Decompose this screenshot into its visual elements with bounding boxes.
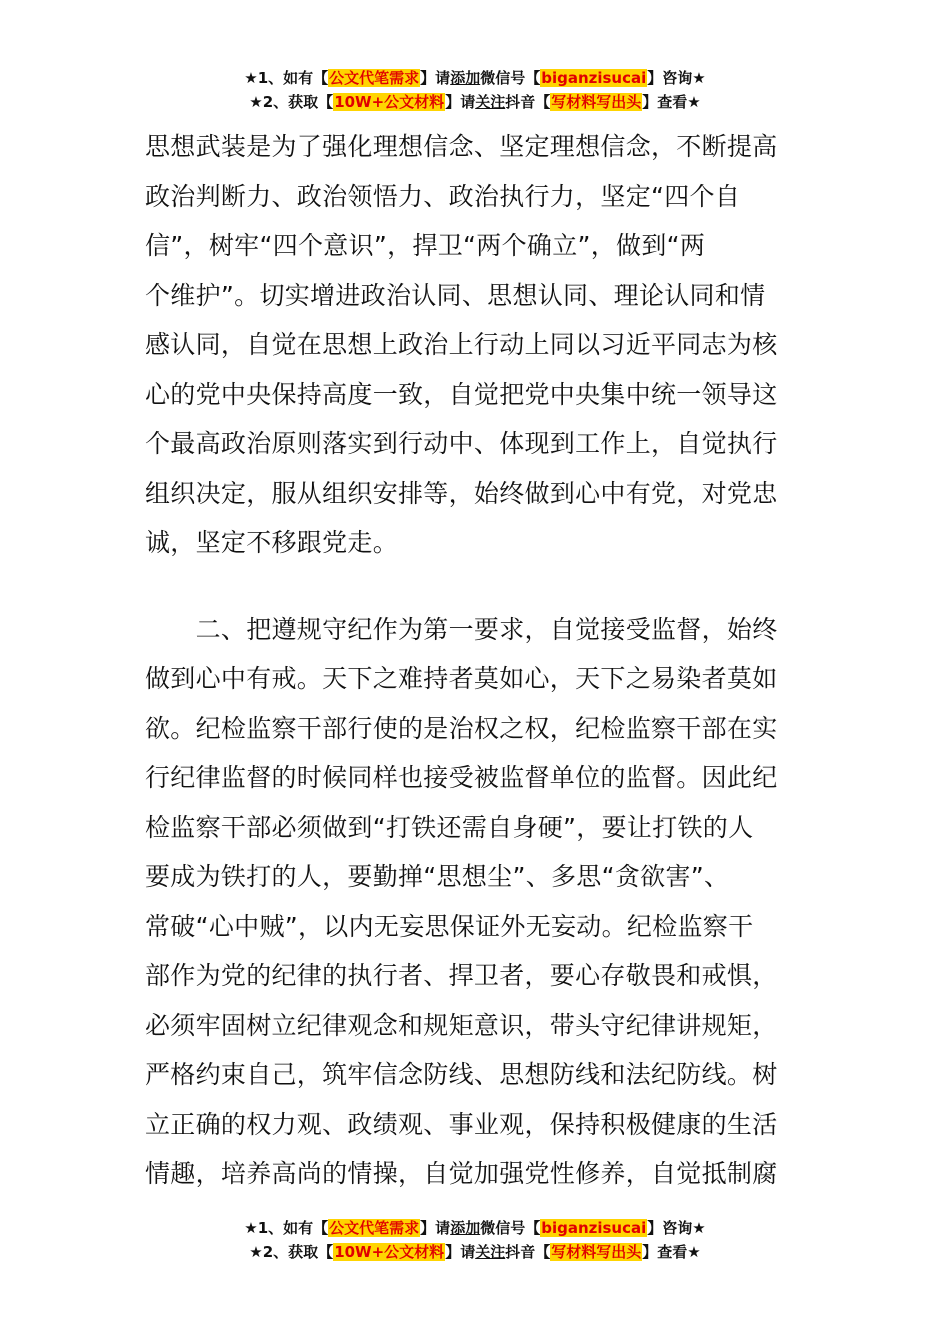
text-line: 诚，坚定不移跟党走。 (145, 528, 399, 557)
banner-highlight: biganzisucai (541, 69, 647, 87)
header-banner (0, 66, 950, 114)
banner-text: 】查看★ (642, 1243, 701, 1261)
banner-text: ★2、获取【 (249, 93, 334, 111)
text-line: 做到心中有戒。天下之难持者莫如心，天下之易染者莫如 (145, 664, 778, 693)
paragraph-1 (145, 122, 785, 568)
banner-highlight: 10W+公文材料 (334, 93, 445, 111)
banner-text: ★2、获取【 (249, 1243, 334, 1261)
banner-text: 】请 (420, 1219, 451, 1237)
banner-text: 】请 (445, 1243, 476, 1261)
banner-underlined: 添加 (450, 1219, 481, 1237)
text-line: 检监察干部必须做到“打铁还需自身硬”，要让打铁的人 (145, 812, 754, 842)
text-line: 政治判断力、政治领悟力、政治执行力，坚定“四个自 (145, 181, 741, 211)
text-line: 严格约束自己，筑牢信念防线、思想防线和法纪防线。树 (145, 1060, 778, 1089)
text-line: 立正确的权力观、政绩观、事业观，保持积极健康的生活 (145, 1109, 778, 1139)
text-line: 行纪律监督的时候同样也接受被监督单位的监督。因此纪 (145, 763, 778, 792)
banner-text: 】查看★ (642, 93, 701, 111)
paragraph-gap (145, 568, 785, 605)
text-line: 组织决定，服从组织安排等，始终做到心中有党，对党忠 (145, 478, 778, 508)
text-line: 常破“心中贼”，以内无妄思保证外无妄动。纪检监察干 (145, 911, 754, 941)
banner-highlight: biganzisucai (541, 1219, 647, 1237)
banner-text: 微信号【 (480, 1219, 541, 1237)
banner-text: 】请 (445, 93, 476, 111)
text-line: 要成为铁打的人，要勤掸“思想尘”、多思“贪欲害”、 (145, 862, 730, 891)
banner-text: 】请 (420, 69, 451, 87)
banner-line-2 (0, 90, 950, 114)
text-line: 个最高政治原则落实到行动中、体现到工作上，自觉执行 (145, 429, 778, 458)
text-line: 二、把遵规守纪作为第一要求，自觉接受监督，始终 (145, 614, 778, 644)
banner-highlight: 公文代笔需求 (329, 1219, 420, 1237)
text-line: 情趣，培养高尚的情操，自觉加强党性修养，自觉抵制腐 (145, 1159, 778, 1188)
banner-line-1 (0, 1216, 950, 1240)
text-line: 部作为党的纪律的执行者、捍卫者，要心存敬畏和戒惧， (145, 961, 778, 990)
banner-highlight: 写材料写出头 (551, 1243, 642, 1261)
text-line: 欲。纪检监察干部行使的是治权之权，纪检监察干部在实 (145, 713, 778, 743)
banner-highlight: 公文代笔需求 (329, 69, 420, 87)
text-line: 感认同，自觉在思想上政治上行动上同以习近平同志为核 (145, 330, 778, 359)
text-line: 思想武装是为了强化理想信念、坚定理想信念，不断提高 (145, 132, 778, 161)
banner-line-2 (0, 1240, 950, 1264)
banner-underlined: 添加 (450, 69, 481, 87)
banner-text: 抖音【 (505, 93, 551, 111)
banner-text: 抖音【 (505, 1243, 551, 1261)
text-line: 个维护”。切实增进政治认同、思想认同、理论认同和情 (145, 280, 766, 310)
paragraph-2 (145, 605, 785, 1199)
text-line: 必须牢固树立纪律观念和规矩意识，带头守纪律讲规矩， (145, 1010, 778, 1040)
banner-underlined: 关注 (475, 93, 506, 111)
banner-text: ★1、如有【 (244, 69, 329, 87)
text-line: 心的党中央保持高度一致，自觉把党中央集中统一领导这 (145, 379, 778, 409)
banner-text: 微信号【 (480, 69, 541, 87)
banner-text: 】咨询★ (647, 69, 706, 87)
banner-text: ★1、如有【 (244, 1219, 329, 1237)
banner-underlined: 关注 (475, 1243, 506, 1261)
text-line: 信”，树牢“四个意识”，捍卫“两个确立”，做到“两 (145, 231, 706, 260)
banner-text: 】咨询★ (647, 1219, 706, 1237)
banner-line-1 (0, 66, 950, 90)
document-body (145, 122, 785, 1199)
banner-highlight: 10W+公文材料 (334, 1243, 445, 1261)
banner-highlight: 写材料写出头 (551, 93, 642, 111)
footer-banner (0, 1216, 950, 1264)
